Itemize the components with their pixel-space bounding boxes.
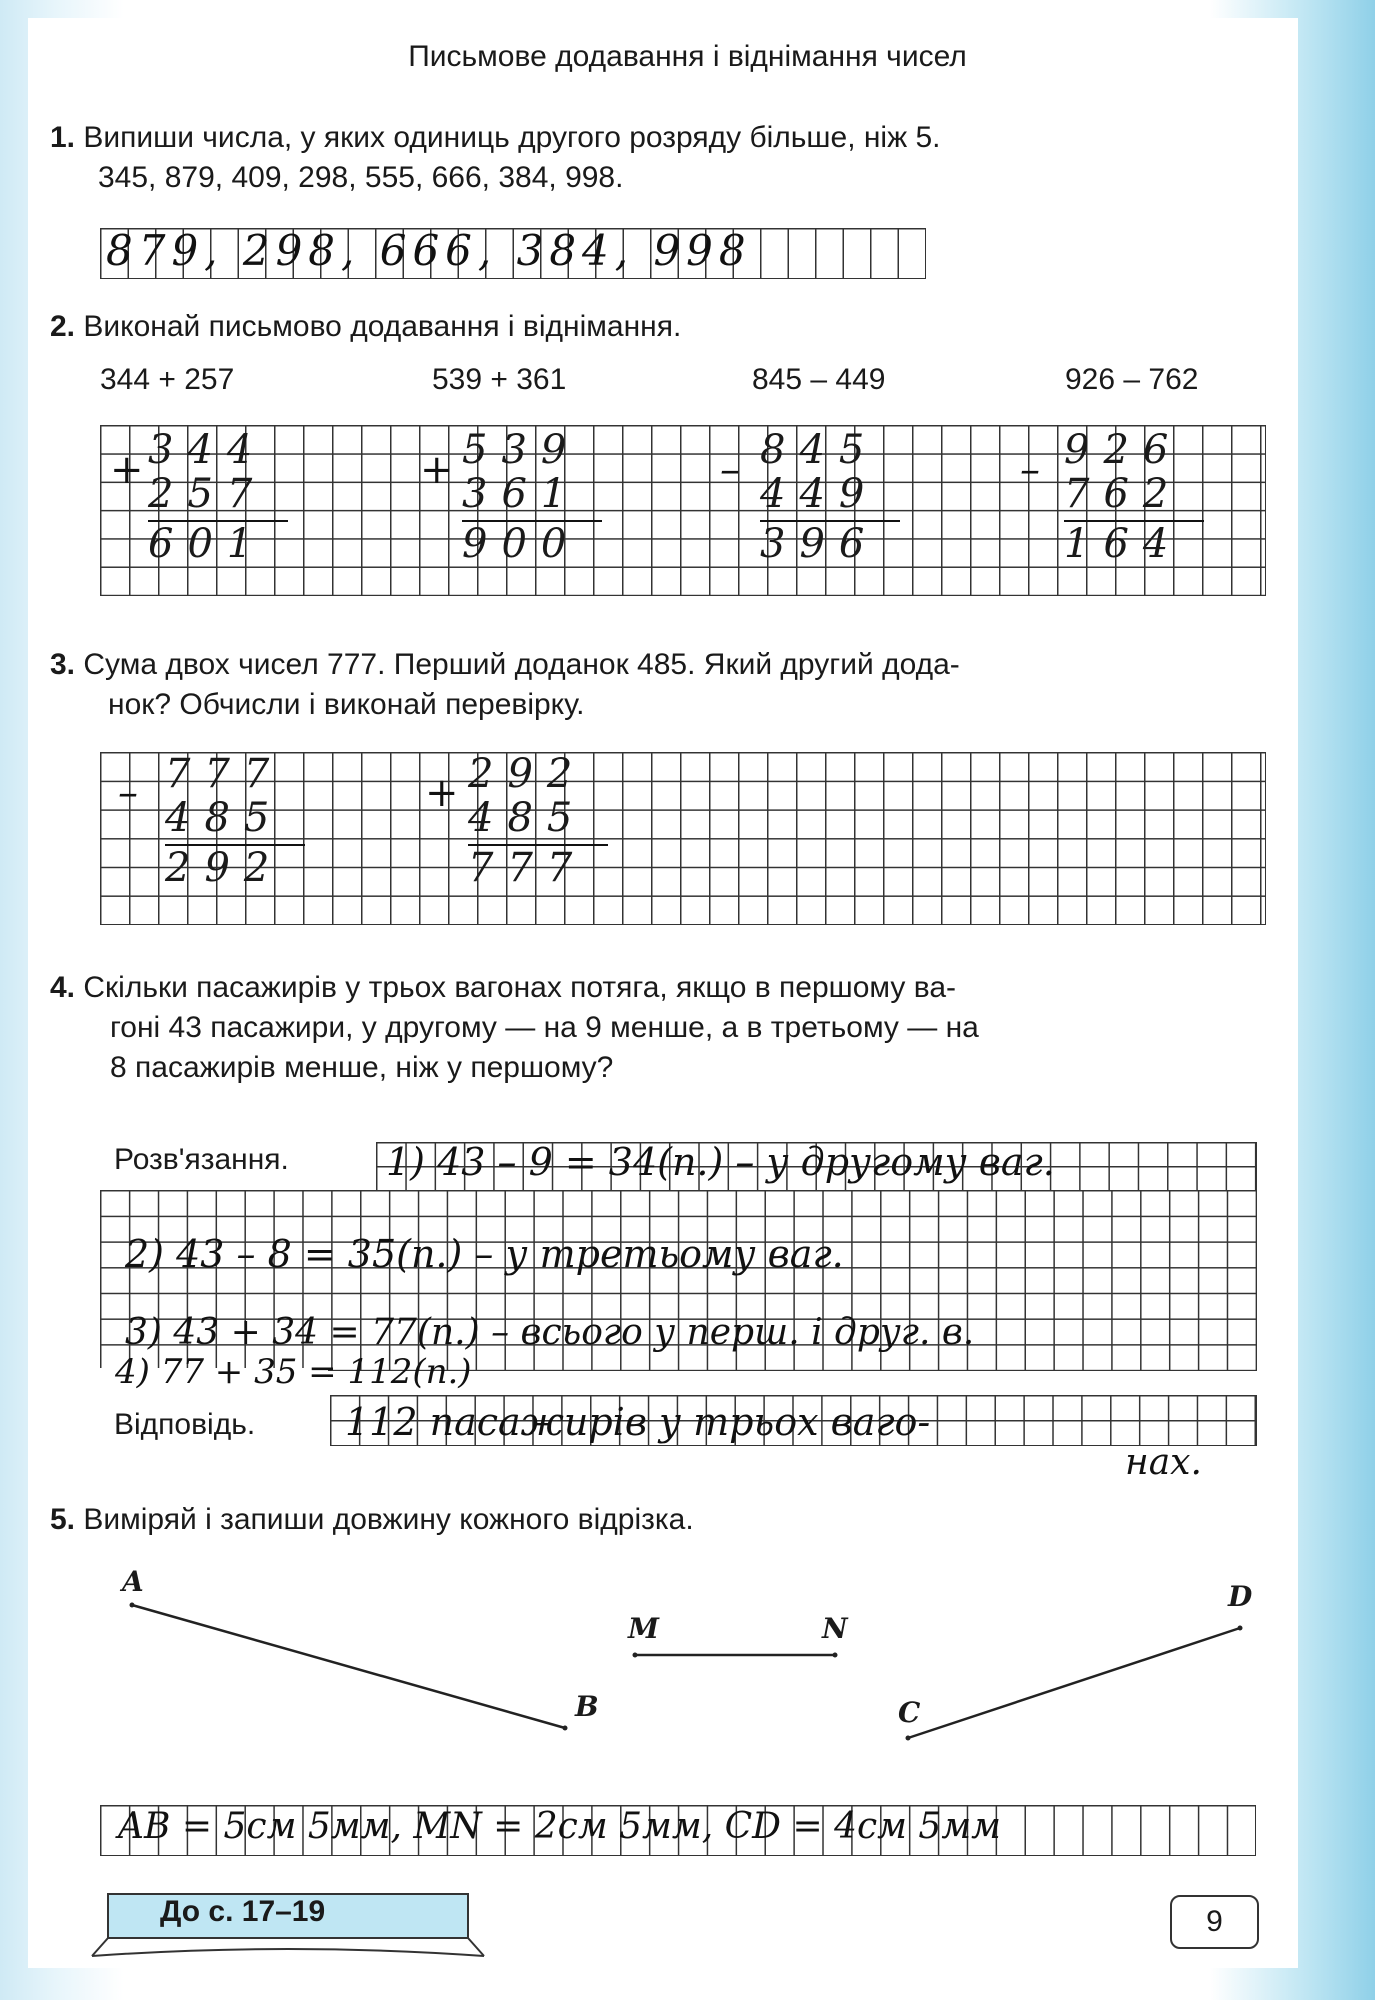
segment-cd xyxy=(908,1628,1240,1738)
task4-step-3: 3) 43 + 34 = 77(п.) – всього у перш. і друг. в. xyxy=(125,1312,975,1353)
task4-answer-line2: нах. xyxy=(1125,1442,1202,1483)
task4-answer-line1: 112 пасажирів у трьох ваго- xyxy=(345,1400,931,1444)
task3-calc2-sign: + xyxy=(425,770,459,816)
point-d-dot xyxy=(1238,1626,1243,1631)
task2-ex3-result: 396 xyxy=(760,520,900,566)
point-a-dot xyxy=(130,1603,135,1608)
point-a-label: A xyxy=(122,1565,144,1598)
point-d-label: D xyxy=(1228,1580,1253,1613)
task2-expr-2: 539 + 361 xyxy=(432,363,567,396)
task3-calc2-b: 485 xyxy=(468,795,587,841)
task1-text-line2: 345, 879, 409, 298, 555, 666, 384, 998. xyxy=(98,161,624,194)
point-b-label: B xyxy=(575,1690,599,1723)
task1-number: 1. xyxy=(50,121,76,154)
task1-answer: 879, 298, 666, 384, 998 xyxy=(106,226,752,275)
task3-calc2-result: 777 xyxy=(468,844,608,890)
task4-number: 4. xyxy=(50,971,76,1004)
task2-ex2-sign: + xyxy=(420,447,454,493)
task2-ex4-result: 164 xyxy=(1064,520,1204,566)
task3-calc1-result: 292 xyxy=(165,844,305,890)
task2-ex2-result: 900 xyxy=(462,520,602,566)
task2-ex3-a: 845 xyxy=(760,427,879,473)
segment-ab xyxy=(132,1605,565,1728)
task2-expr-3: 845 – 449 xyxy=(752,363,886,396)
point-b-dot xyxy=(563,1726,568,1731)
point-m-label: M xyxy=(628,1612,659,1645)
task2-expr-1: 344 + 257 xyxy=(100,363,235,396)
task3-calc1-a: 777 xyxy=(165,751,284,797)
point-c-dot xyxy=(906,1736,911,1741)
point-m-dot xyxy=(633,1653,638,1658)
task2-ex1-sign: + xyxy=(110,447,144,493)
task2-ex1-b: 257 xyxy=(148,471,267,517)
task4-step-2: 2) 43 – 8 = 35(п.) – у третьому ваг. xyxy=(125,1232,844,1276)
task2-number: 2. xyxy=(50,310,76,343)
task4-step-1: 1) 43 – 9 = 34(п.) – у другому ваг. xyxy=(386,1140,1055,1184)
task2-ex3-b: 449 xyxy=(760,471,879,517)
task4-answer-label: Відповідь. xyxy=(114,1408,256,1441)
page-number: 9 xyxy=(1170,1895,1259,1949)
task3-number: 3. xyxy=(50,648,76,681)
task4-text-line2: гоні 43 пасажири, у другому — на 9 менше, а в третьому — на xyxy=(110,1011,979,1044)
task3-text-line1: Сума двох чисел 777. Перший доданок 485. Який другий дода- xyxy=(83,648,960,681)
task2-ex4-sign: – xyxy=(1020,447,1040,493)
task4-solution-label: Розв'язання. xyxy=(114,1143,289,1176)
task2-ex1-a: 344 xyxy=(148,427,267,473)
task5-number: 5. xyxy=(50,1503,76,1536)
page-title: Письмове додавання і віднімання чисел xyxy=(408,40,967,73)
task2-ex2-b: 361 xyxy=(462,471,581,517)
task4-text-line1: Скільки пасажирів у трьох вагонах потяга, якщо в першому ва- xyxy=(83,971,956,1004)
task2-expr-4: 926 – 762 xyxy=(1065,363,1199,396)
task3-text-line2: нок? Обчисли і виконай перевірку. xyxy=(108,688,585,721)
task2-ex4-b: 762 xyxy=(1064,471,1183,517)
task2-ex4-a: 926 xyxy=(1064,427,1183,473)
task5-answer: AB = 5см 5мм, MN = 2см 5мм, CD = 4см 5мм xyxy=(118,1806,1002,1847)
task3-calc2-a: 292 xyxy=(468,751,587,797)
task4-step-4: 4) 77 + 35 = 112(п.) xyxy=(115,1352,472,1392)
footer-ref: До с. 17–19 xyxy=(160,1895,326,1928)
task4-text-line3: 8 пасажирів менше, ніж у першому? xyxy=(110,1051,614,1084)
point-n-label: N xyxy=(822,1612,848,1645)
task3-calc1-b: 485 xyxy=(165,795,284,841)
task2-ex2-a: 539 xyxy=(462,427,581,473)
point-n-dot xyxy=(833,1653,838,1658)
task2-ex3-sign: – xyxy=(720,447,740,493)
task2-ex1-result: 601 xyxy=(148,520,288,566)
point-c-label: C xyxy=(898,1696,921,1729)
task1-text-line1: Випиши числа, у яких одиниць другого розряду більше, ніж 5. xyxy=(83,121,941,154)
task5-text: Виміряй і запиши довжину кожного відрізка. xyxy=(83,1503,694,1536)
task2-text: Виконай письмово додавання і віднімання. xyxy=(83,310,682,343)
task3-calc1-sign: – xyxy=(118,770,138,816)
